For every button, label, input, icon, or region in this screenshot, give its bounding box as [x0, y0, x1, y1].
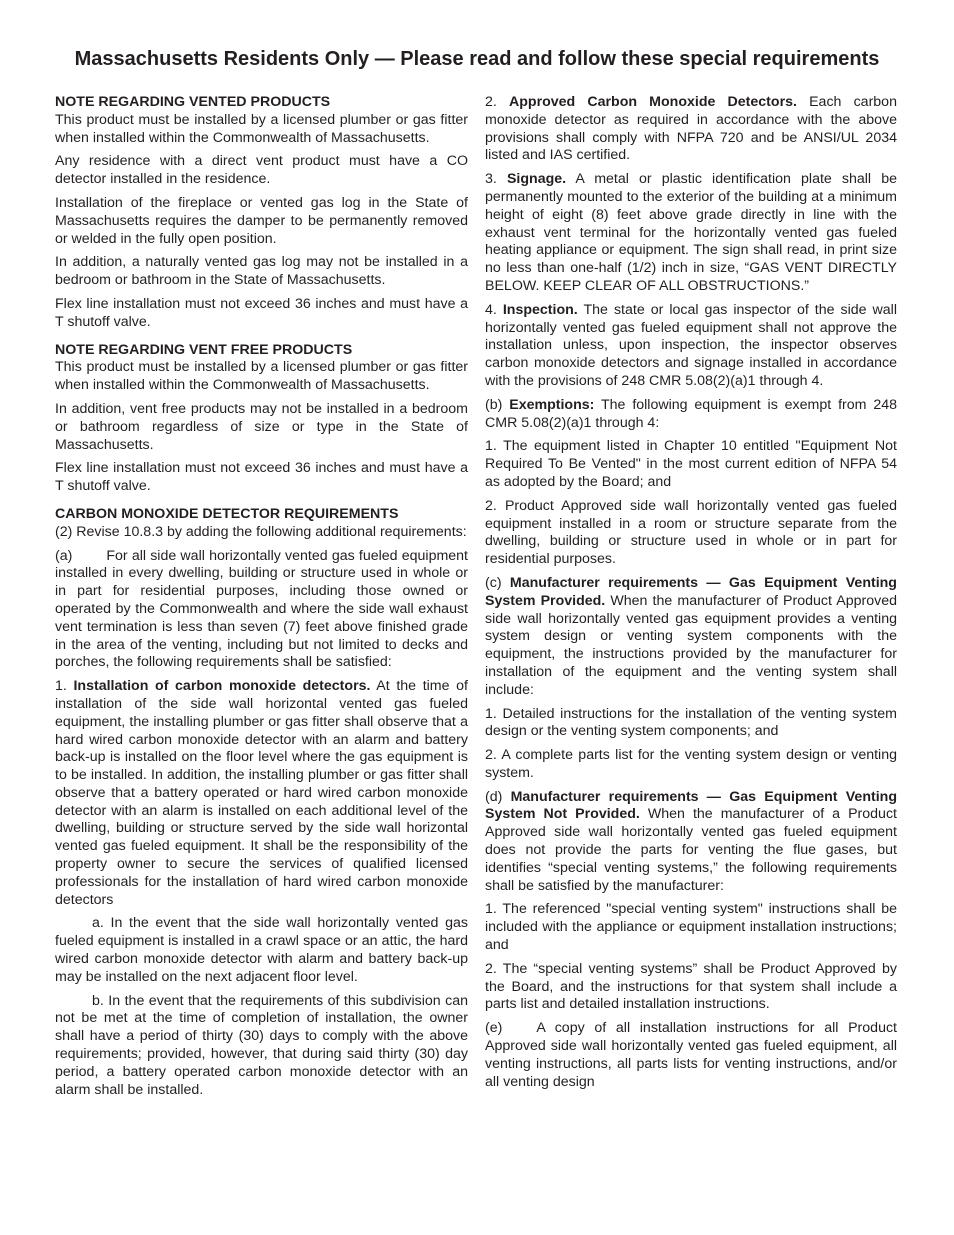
paragraph — [485, 397, 897, 433]
item-number: 2. — [485, 94, 497, 110]
item-number: (d) — [485, 788, 503, 805]
item-number: 3. — [485, 171, 497, 188]
paragraph — [485, 789, 897, 896]
item-number: 1. — [55, 678, 67, 695]
paragraph: b. In the event that the requirements of this subdivision can not be met at the time of completion of installation, the owner shall have a period of thirty (30) days to comply with the above requirements; provided, however, that during said thirty (30) day period, a battery operated carbon monoxide detector with an alarm shall be installed. — [55, 992, 468, 1098]
paragraph: 2. Product Approved side wall horizontally vented gas fueled equipment installed in a room or structure separate from the dwelling, building or structure used in whole or in part for residential purposes. — [485, 497, 897, 568]
vent-free-products-heading: NOTE REGARDING VENT FREE PRODUCTS — [55, 341, 353, 358]
paragraph — [55, 678, 468, 909]
item-text: At the time of installation of the side wall horizontal vented gas fueled equipment, the installing plumber or gas fitter shall observe that a hard wired carbon monoxide detector with an alarm and battery back-up is installed on the floor level where the gas equipment is to be installed. In addition, the installing plumber or gas fitter shall observe that a battery operated or hard wired carbon monoxide detector with an alarm is installed on each additional level of the dwelling, building or structure served by the side wall horizontal vented gas fueled equipment. It shall be the responsibility of the property owner to secure the services of qualified licensed professionals for the installation of hard wired carbon monoxide detectors — [55, 678, 468, 908]
item-text: A metal or plastic identification plate shall be permanently mounted to the exterior of the building at a minimum height of eight (8) feet above grade directly in line with the exhaust vent terminal for the horizontally vented gas fueled heating appliance or equipment. The sign shall read, in print size no less than one-half (1/2) inch in size, “GAS VENT DIRECTLY BELOW. KEEP CLEAR OF ALL OBSTRUCTIONS.” — [485, 171, 897, 294]
vent-free-products-section — [55, 342, 468, 496]
paragraph: 1. Detailed instructions for the installation of the venting system design or the venting system components; and — [485, 705, 897, 740]
item-title: Signage. — [506, 171, 567, 188]
item-title: Manufacturer requirements — Gas Equipment Venting System Provided. — [485, 574, 897, 609]
paragraph: 2. A complete parts list for the venting system design or venting system. — [485, 747, 897, 781]
paragraph: In addition, vent free products may not be installed in a bedroom or bathroom regardless of size or type in the State of Massachusetts. — [55, 400, 468, 453]
paragraph — [485, 575, 897, 700]
item-label: (a) — [55, 547, 73, 564]
item-text: When the manufacturer of Product Approved side wall horizontally vented gas equipment provides a venting system design or venting system components with the equipment, the instructions provided by the manufacturer for installation of the equipment and the venting system shall include: — [485, 592, 897, 698]
paragraph: In addition, a naturally vented gas log may not be installed in a bedroom or bathroom in the State of Massachusetts. — [55, 254, 468, 289]
item-text: For all side wall horizontally vented gas fueled equipment installed in every dwelling, building or structure used in whole or in part for residential purposes, including those owned or operated by the Commonwealth and where the side wall exhaust vent termination is less than seven (7) feet above finished grade in the area of the venting, including but not limited to decks and porches, the following requirements shall be satisfied: — [55, 547, 468, 671]
item-title: Installation of carbon monoxide detectors. — [73, 678, 371, 695]
paragraph: This product must be installed by a licensed plumber or gas fitter when installed within the Commonwealth of Massachusetts. — [55, 359, 468, 394]
paragraph: 1. The equipment listed in Chapter 10 entitled "Equipment Not Required To Be Vented" in the most current edition of NFPA 54 as adopted by the Board; and — [485, 438, 897, 490]
right-column — [485, 94, 897, 1097]
vented-products-heading: NOTE REGARDING VENTED PRODUCTS — [55, 94, 331, 110]
item-text: The following equipment is exempt from 248 CMR 5.08(2)(a)1 through 4: — [485, 396, 897, 431]
paragraph: This product must be installed by a licensed plumber or gas fitter when installed within the Commonwealth of Massachusetts. — [55, 111, 468, 146]
paragraph: Flex line installation must not exceed 36 inches and must have a T shutoff valve. — [55, 460, 468, 495]
item-text: A copy of all installation instructions for all Product Approved side wall horizontally vented gas fueled equipment, all venting instructions, all parts lists for venting instructions, and/or all venting design — [485, 1020, 897, 1090]
paragraph — [485, 1020, 897, 1091]
paragraph: Any residence with a direct vent product must have a CO detector installed in the residence. — [55, 153, 468, 188]
paragraph: a. In the event that the side wall horizontally vented gas fueled equipment is installed in a crawl space or an attic, the hard wired carbon monoxide detector with alarm and battery back-up may be installed on the next adjacent floor level. — [55, 915, 468, 985]
left-column — [55, 94, 468, 1109]
paragraph: 1. The referenced "special venting system" instructions shall be included with the appliance or equipment installation instructions; and — [485, 901, 897, 954]
item-number: 4. — [485, 301, 497, 318]
page-title: Massachusetts Residents Only — Please read and follow these special requirements — [74, 48, 880, 70]
item-text: When the manufacturer of a Product Approved side wall horizontally vented gas fueled equipment does not provide the parts for venting the flue gases, but identifies “special venting systems,” the following requirements shall be satisfied by the manufacturer: — [485, 806, 897, 894]
paragraph — [485, 302, 897, 391]
item-title: Inspection. — [502, 301, 578, 318]
paragraph: (2) Revise 10.8.3 by adding the following additional requirements: — [55, 523, 467, 540]
paragraph: 2. The “special venting systems” shall be Product Approved by the Board, and the instructions for that system shall include a parts list and detailed installation instructions. — [485, 960, 897, 1013]
co-detector-heading: CARBON MONOXIDE DETECTOR REQUIREMENTS — [55, 505, 399, 522]
item-number: (c) — [485, 574, 502, 591]
item-title: Manufacturer requirements — Gas Equipment Venting System Not Provided. — [485, 788, 897, 823]
paragraph — [485, 94, 897, 165]
item-title: Exemptions: — [509, 396, 595, 413]
item-number: (b) — [485, 396, 503, 413]
paragraph — [55, 548, 468, 673]
paragraph: Flex line installation must not exceed 36 inches and must have a T shutoff valve. — [55, 295, 468, 330]
item-text: The state or local gas inspector of the side wall horizontally vented gas fueled equipment shall not approve the installation unless, upon inspection, the inspector observes carbon monoxide detectors and signage installed in accordance with the provisions of 248 CMR 5.08(2)(a)1 through 4. — [485, 301, 897, 389]
co-detector-section — [55, 506, 468, 1100]
item-title: Approved Carbon Monoxide Detectors. — [509, 94, 797, 110]
item-label: (e) — [485, 1020, 503, 1037]
vented-products-section — [55, 94, 468, 332]
item-text: Each carbon monoxide detector as required in accordance with the above provisions shall comply with NFPA 720 and be ANSI/UL 2034 listed and IAS certified. — [485, 94, 897, 164]
paragraph — [485, 171, 897, 296]
paragraph: Installation of the fireplace or vented gas log in the State of Massachusetts requires the damper to be permanently removed or welded in the fully open position. — [55, 194, 468, 247]
